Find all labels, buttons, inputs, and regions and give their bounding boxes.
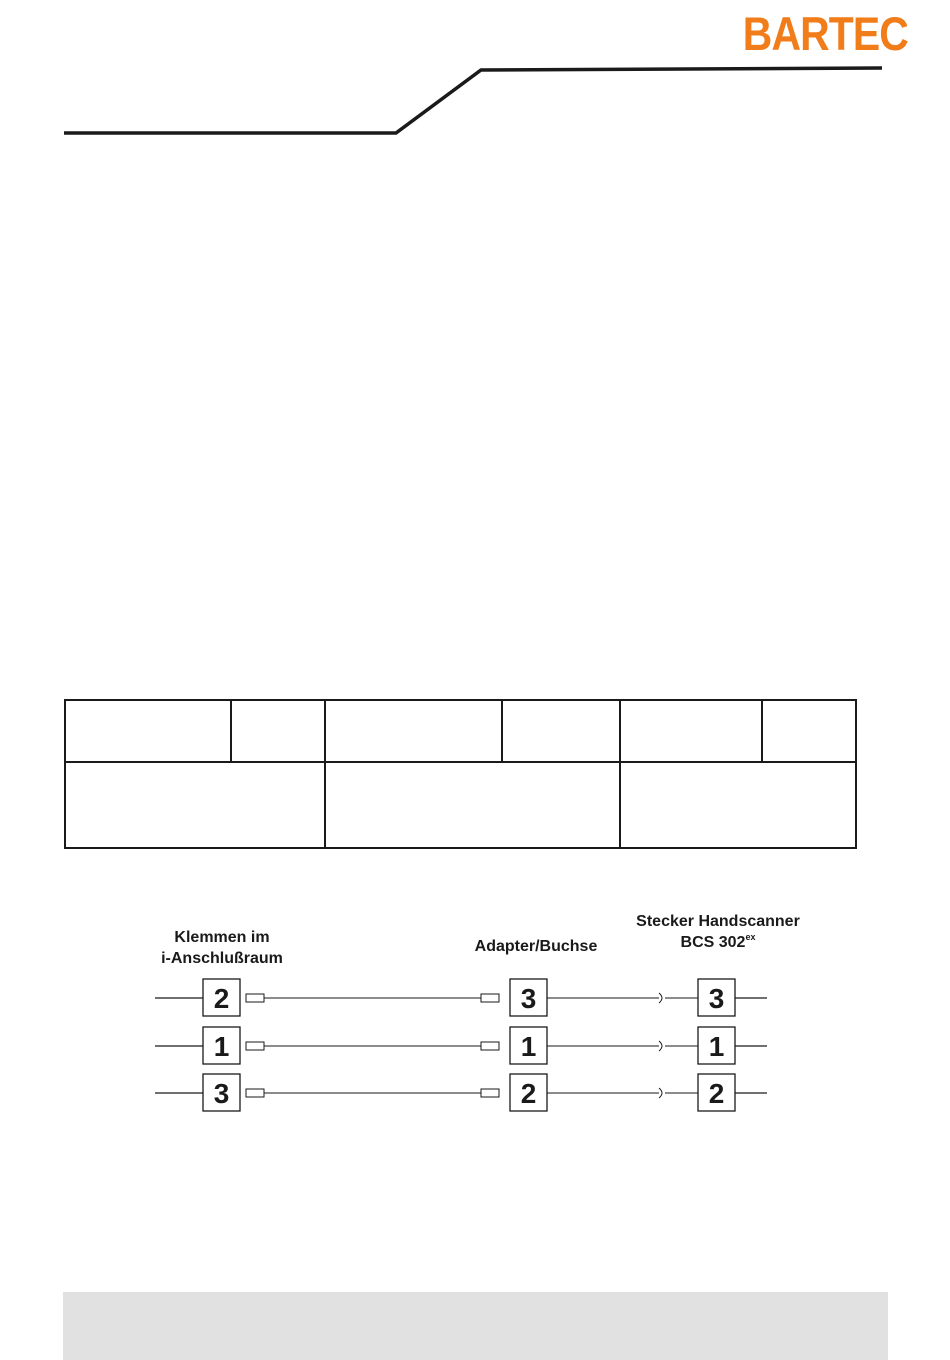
bartec-logo: BARTEC xyxy=(742,7,908,60)
table-row xyxy=(65,762,856,848)
heading-terminals-line1: Klemmen im xyxy=(174,929,270,946)
adapter-number: 3 xyxy=(520,983,537,1014)
plug-number: 2 xyxy=(708,1078,725,1109)
table-cell xyxy=(325,700,502,762)
table-cell xyxy=(65,762,325,848)
wire-row xyxy=(155,1074,767,1111)
table-cell xyxy=(762,700,856,762)
terminal-number: 2 xyxy=(213,983,230,1014)
table-cell xyxy=(65,700,231,762)
adapter-number: 1 xyxy=(520,1031,537,1062)
wiring-diagram xyxy=(140,900,800,1130)
terminal-number: 3 xyxy=(213,1078,230,1109)
plug-number: 3 xyxy=(708,983,725,1014)
table-cell xyxy=(502,700,620,762)
heading-plug-model: BCS 302 xyxy=(680,934,746,951)
heading-adapter: Adapter/Buchse xyxy=(474,938,598,955)
heading-plug-line2 xyxy=(681,932,756,951)
specification-table xyxy=(64,699,857,849)
table-row xyxy=(65,700,856,762)
table-cell xyxy=(620,762,856,848)
table-cell xyxy=(325,762,620,848)
wire-row xyxy=(155,1027,767,1064)
heading-plug-line1: Stecker Handscanner xyxy=(636,913,800,930)
adapter-number: 2 xyxy=(520,1078,537,1109)
wire-row xyxy=(155,979,767,1016)
heading-terminals-line2: i-Anschlußraum xyxy=(161,950,283,967)
table-cell xyxy=(231,700,325,762)
plug-number: 1 xyxy=(708,1031,725,1062)
table-cell xyxy=(620,700,762,762)
terminal-number: 1 xyxy=(213,1031,230,1062)
heading-plug-superscript: ex xyxy=(745,932,756,942)
footer-band xyxy=(63,1292,888,1360)
